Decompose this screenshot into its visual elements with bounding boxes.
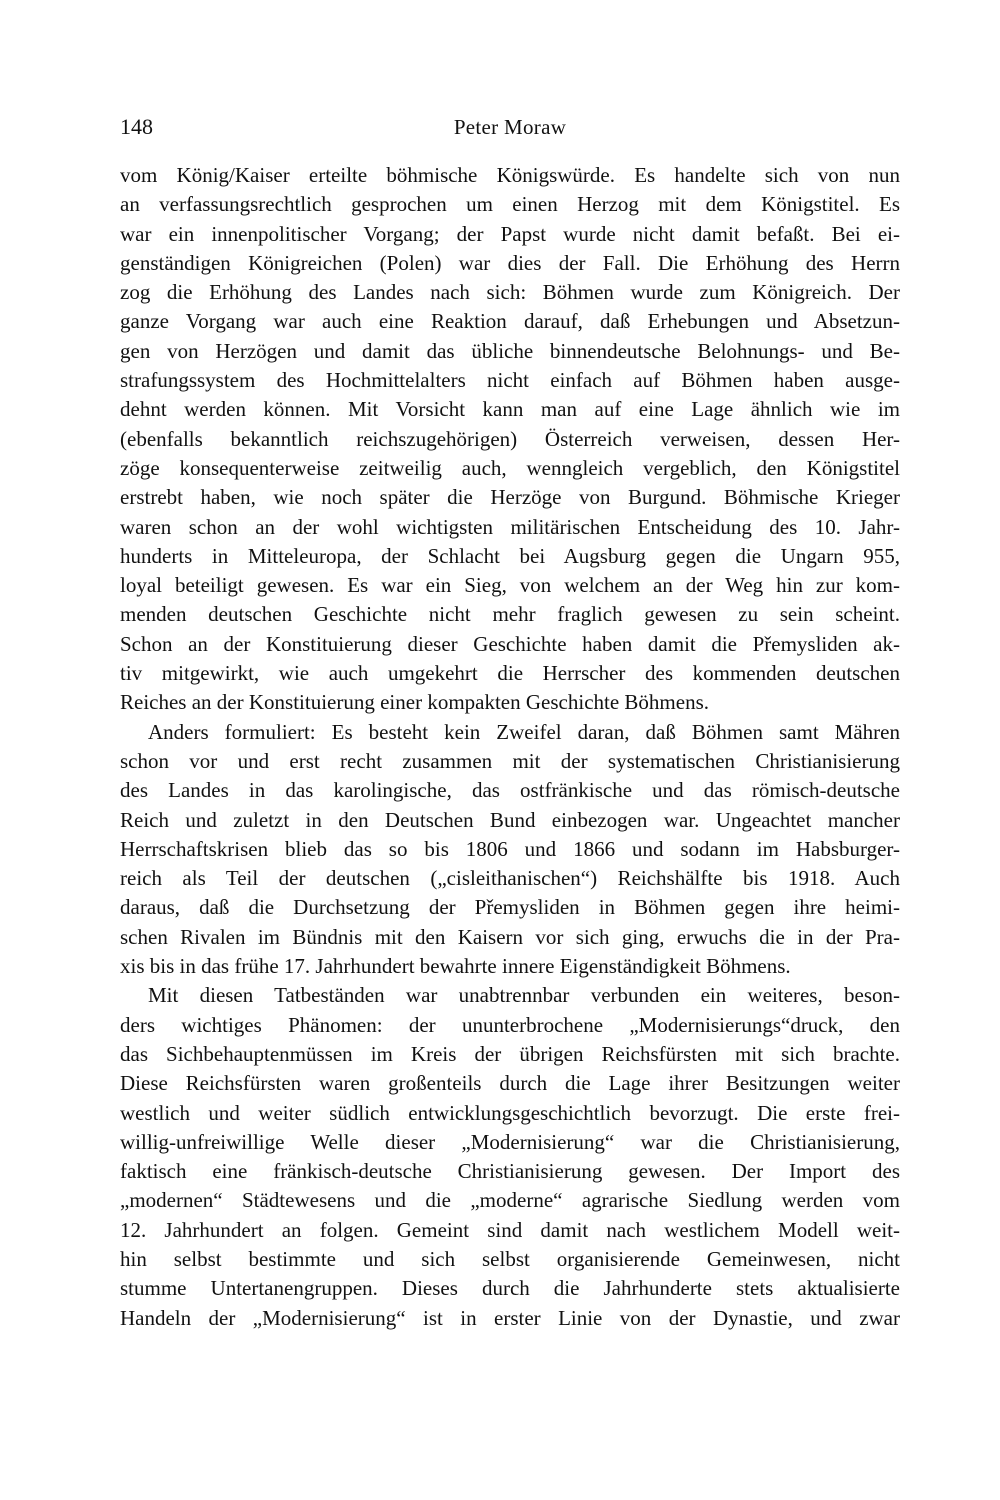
text-line: Herrschaftskrisen blieb das so bis 1806 und 1866 und sodann im Habsburger- xyxy=(120,836,900,861)
text-line: faktisch eine fränkisch-deutsche Christianisierung gewesen. Der Import des xyxy=(120,1159,900,1184)
text-line: westlich und weiter südlich entwicklungsgeschichtlich bevorzugt. Die erste frei- xyxy=(120,1100,900,1125)
text-line: strafungssystem des Hochmittelalters nicht einfach auf Böhmen haben ausge- xyxy=(120,368,900,393)
text-line: daraus, daß die Durchsetzung der Přemysliden in Böhmen gegen ihre heimi- xyxy=(120,895,900,920)
running-head-author: Peter Moraw xyxy=(453,115,567,139)
text-line: willig-unfreiwillige Welle dieser „Modernisierung“ war die Christianisierung, xyxy=(120,1129,900,1154)
page-number: 148 xyxy=(120,114,153,139)
text-line: dehnt werden können. Mit Vorsicht kann man auf eine Lage ähnlich wie im xyxy=(120,397,900,422)
text-line: Diese Reichsfürsten waren großenteils durch die Lage ihrer Besitzungen weiter xyxy=(120,1071,900,1096)
text-line: des Landes in das karolingische, das ostfränkische und das römisch-deutsche xyxy=(120,778,900,803)
text-line: war ein innenpolitischer Vorgang; der Papst wurde nicht damit befaßt. Bei ei- xyxy=(120,221,900,246)
text-line: waren schon an der wohl wichtigsten militärischen Entscheidung des 10. Jahr- xyxy=(120,514,900,539)
text-line: 12. Jahrhundert an folgen. Gemeint sind damit nach westlichem Modell weit- xyxy=(120,1217,900,1242)
body-text xyxy=(120,161,900,1333)
text-line: ganze Vorgang war auch eine Reaktion darauf, daß Erhebungen und Absetzun- xyxy=(120,309,900,334)
text-line: Reiches an der Konstituierung einer kompakten Geschichte Böhmens. xyxy=(120,690,710,715)
text-line: (ebenfalls bekanntlich reichszugehörigen) Österreich verweisen, dessen Her- xyxy=(120,426,900,451)
page-header xyxy=(120,112,900,142)
text-line: menden deutschen Geschichte nicht mehr fraglich gewesen zu sein scheint. xyxy=(120,602,900,627)
text-line: hunderts in Mitteleuropa, der Schlacht bei Augsburg gegen die Ungarn 955, xyxy=(120,543,900,568)
text-line: genständigen Königreichen (Polen) war dies der Fall. Die Erhöhung des Herrn xyxy=(120,250,900,275)
text-line: xis bis in das frühe 17. Jahrhundert bewahrte innere Eigenständigkeit Böhmens. xyxy=(120,954,791,979)
text-line: ders wichtiges Phänomen: der ununterbrochene „Modernisierungs“druck, den xyxy=(120,1012,900,1037)
text-line: schen Rivalen im Bündnis mit den Kaisern vor sich ging, erwuchs die in der Pra- xyxy=(120,924,900,949)
text-line: „modernen“ Städtewesens und die „moderne“ agrarische Siedlung werden vom xyxy=(120,1188,900,1213)
text-line: tiv mitgewirkt, wie auch umgekehrt die Herrscher des kommenden deutschen xyxy=(120,661,900,686)
text-line: vom König/Kaiser erteilte böhmische Königswürde. Es handelte sich von nun xyxy=(120,163,900,187)
text-line: schon vor und erst recht zusammen mit der systematischen Christianisierung xyxy=(120,748,900,773)
text-line: reich als Teil der deutschen („cisleithanischen“) Reichshälfte bis 1918. Auch xyxy=(120,866,900,891)
text-line: erstrebt haben, wie noch später die Herzöge von Burgund. Böhmische Krieger xyxy=(120,485,900,510)
text-line: zöge konsequenterweise zeitweilig auch, wenngleich vergeblich, den Königstitel xyxy=(120,455,900,480)
text-line: hin selbst bestimmte und sich selbst organisierende Gemeinwesen, nicht xyxy=(120,1246,900,1271)
paragraph xyxy=(120,718,900,982)
text-line: Mit diesen Tatbeständen war unabtrennbar verbunden ein weiteres, beson- xyxy=(148,983,900,1008)
text-line: zog die Erhöhung des Landes nach sich: Böhmen wurde zum Königreich. Der xyxy=(120,280,900,305)
text-line: stumme Untertanengruppen. Dieses durch die Jahrhunderte stets aktualisierte xyxy=(120,1276,900,1301)
text-line: Schon an der Konstituierung dieser Geschichte haben damit die Přemysliden ak- xyxy=(120,631,900,656)
text-line: Anders formuliert: Es besteht kein Zweifel daran, daß Böhmen samt Mähren xyxy=(148,719,900,744)
text-line: gen von Herzögen und damit das übliche binnendeutsche Belohnungs- und Be- xyxy=(120,338,900,363)
paragraph xyxy=(120,981,900,1333)
text-line: an verfassungsrechtlich gesprochen um einen Herzog mit dem Königstitel. Es xyxy=(120,192,900,217)
text-line: loyal beteiligt gewesen. Es war ein Sieg, von welchem an der Weg hin zur kom- xyxy=(120,573,900,598)
text-line: Handeln der „Modernisierung“ ist in erster Linie von der Dynastie, und zwar xyxy=(120,1305,900,1330)
text-line: das Sichbehauptenmüssen im Kreis der übrigen Reichsfürsten mit sich brachte. xyxy=(120,1041,900,1066)
paragraph xyxy=(120,161,900,718)
text-line: Reich und zuletzt in den Deutschen Bund einbezogen war. Ungeachtet mancher xyxy=(120,807,900,832)
